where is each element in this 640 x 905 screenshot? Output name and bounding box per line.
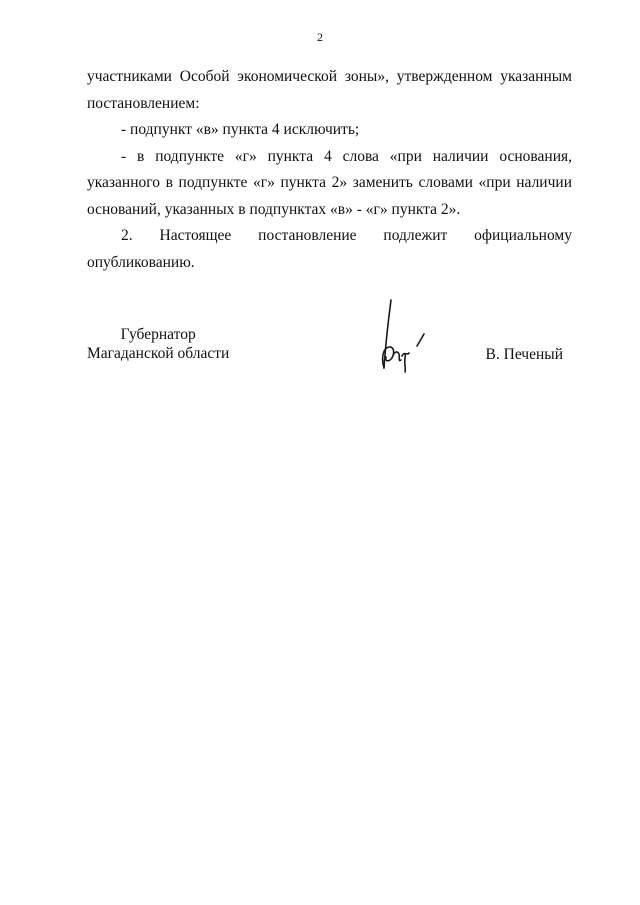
paragraph-continuation: участниками Особой экономической зоны», утвержденном указанным постановлением: [87, 68, 572, 112]
paragraph-publication: 2. Настоящее постановление подлежит официальному опубликованию. [87, 227, 572, 271]
signer-name: В. Печеный [485, 346, 563, 363]
signatory-title-line2: Магаданской области [87, 345, 230, 362]
page-number: 2 [317, 30, 323, 44]
document-body [87, 64, 572, 276]
signatory-title [87, 325, 229, 363]
handwritten-signature [375, 298, 431, 374]
paragraph-replace-words: - в подпункте «г» пункта 4 слова «при наличии основания, указанного в подпункте «г» пункта 2» заменить словами «при наличии оснований, указанных в подпунктах «в» - «г» пункта 2». [87, 147, 572, 218]
signatory-title-line1: Губернатор [120, 326, 196, 343]
paragraph-exclude-subpoint: - подпункт «в» пункта 4 исключить; [121, 121, 360, 138]
